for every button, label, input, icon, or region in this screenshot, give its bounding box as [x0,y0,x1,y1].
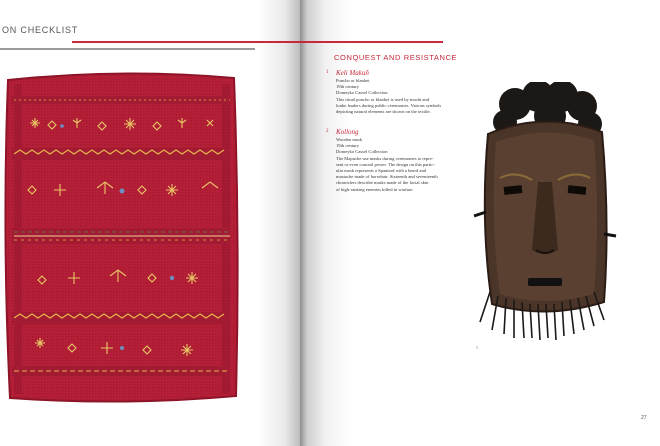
header-rule-red-right [300,41,443,43]
entry-line: sent or even conceal power. The design on this partic- [336,161,435,167]
section-title: CONQUEST AND RESISTANCE [334,53,458,62]
checklist-entry [326,128,466,208]
entry-line: Poncho or blanket [336,78,370,83]
entry-marker: 2 [326,129,329,134]
running-header: ON CHECKLIST [2,25,79,35]
entry-line: chroniclers describe masks made of the facial skin [336,180,429,186]
page-number: 27 [641,415,647,421]
entry-line: lonko leaders during public ceremonies. Various symbols [336,102,442,108]
entry-marker: 1 [326,70,329,75]
header-rule-gray [0,48,255,50]
entry-line: mustache made of horsehair. Sixteenth and seventeenth [336,174,438,180]
mask-image [470,82,620,352]
entry-line: 19th century [336,143,360,149]
entry-line: depicting natural elements are shown on the textile. [336,109,431,115]
entry-description [336,78,466,115]
entry-line: 19th century [336,84,360,90]
entry-line: The Mapuche use masks during ceremonies to repre- [336,155,434,161]
entry-line: of high-ranking enemies killed in warfare. [336,186,414,192]
entry-line: This ritual poncho or blanket is used by machi and [336,96,430,102]
blanket-image [2,66,242,408]
entry-description [336,137,466,193]
entry-title: Kollong [336,128,359,136]
entry-line: Domeyko Cassel Collection [336,90,388,96]
entry-line: Wooden mask [336,137,363,142]
entry-line: Domeyko Cassel Collection [336,149,388,155]
entry-line: ular mask represents a Spaniard with a beard and [336,168,427,174]
entry-title: Keli Makuñ [336,69,369,77]
image-mark: 1 [476,345,478,350]
checklist-entry [326,69,466,129]
header-rule-red [72,41,300,43]
